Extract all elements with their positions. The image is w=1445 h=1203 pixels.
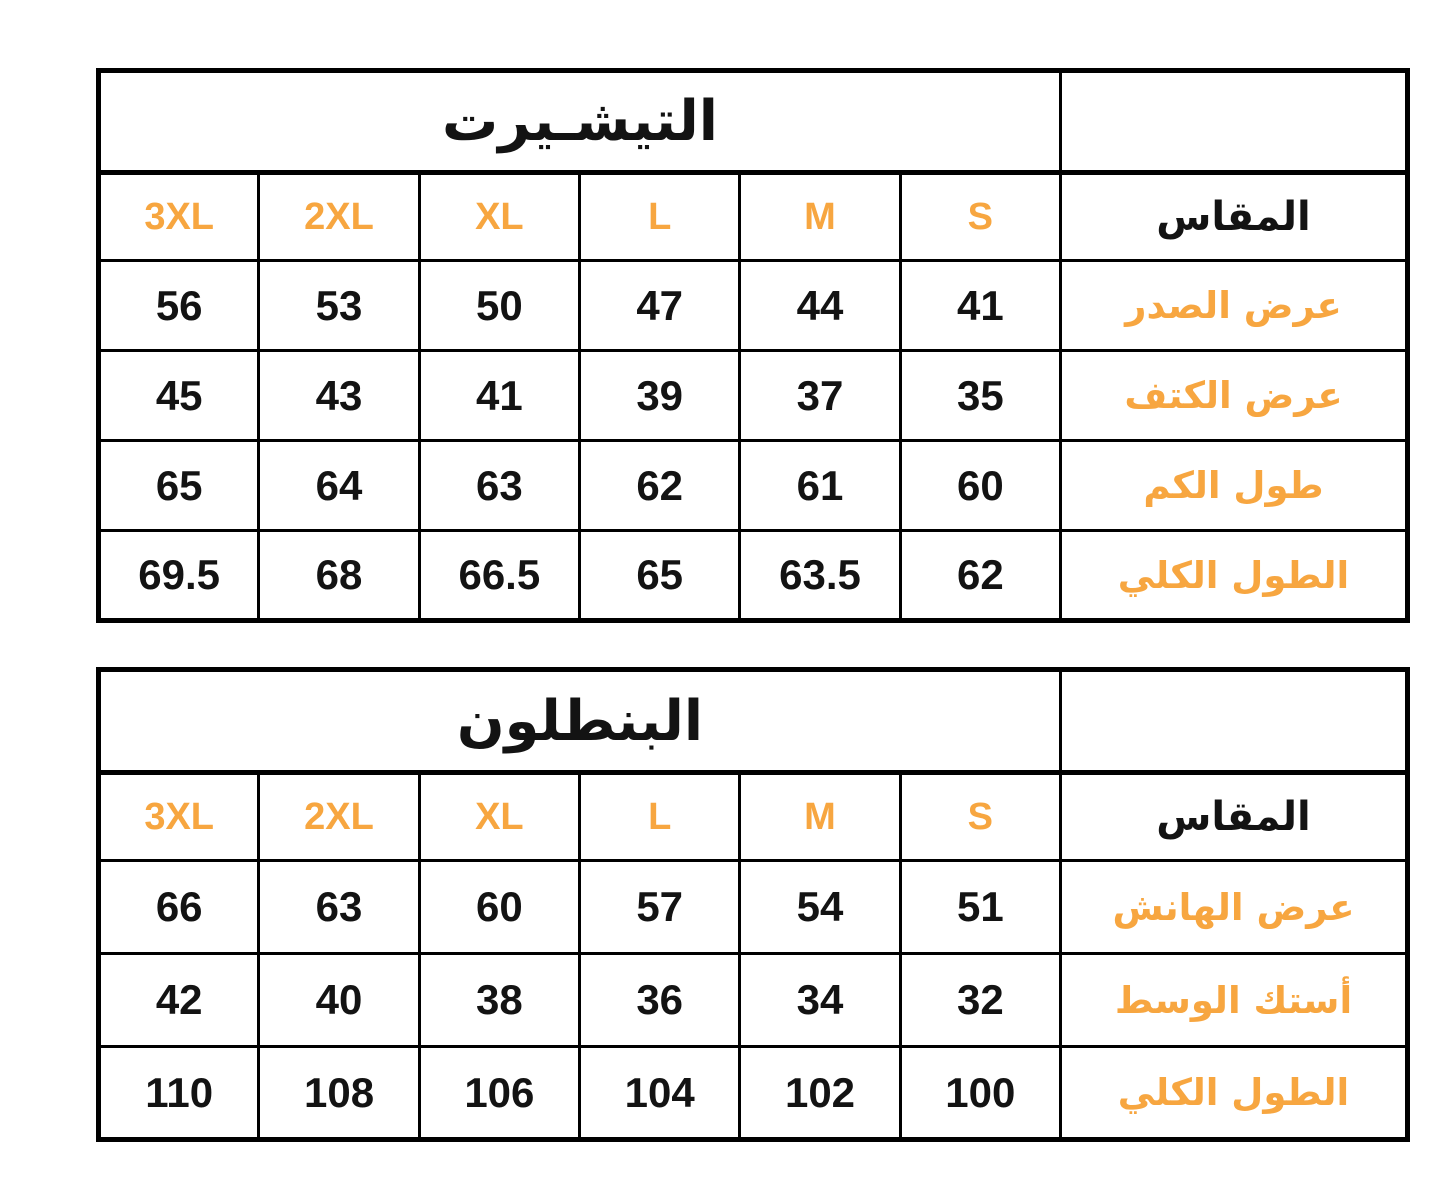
value-cell: 38 — [419, 954, 579, 1047]
value-cell: 65 — [580, 531, 740, 621]
value-cell: 64 — [259, 441, 419, 531]
shoulder-width-row — [99, 351, 1408, 441]
size-header-s: S — [900, 773, 1060, 861]
value-cell: 61 — [740, 441, 900, 531]
value-cell: 57 — [580, 861, 740, 954]
tshirt-size-table — [96, 68, 1410, 623]
total-length-row — [99, 1047, 1408, 1140]
value-cell: 60 — [419, 861, 579, 954]
measurement-label: عرض الهانش — [1061, 861, 1408, 954]
value-cell: 56 — [99, 261, 259, 351]
size-header-m: M — [740, 773, 900, 861]
value-cell: 34 — [740, 954, 900, 1047]
size-header-3xl: 3XL — [99, 173, 259, 261]
value-cell: 45 — [99, 351, 259, 441]
value-cell: 63 — [259, 861, 419, 954]
value-cell: 102 — [740, 1047, 900, 1140]
size-header-2xl: 2XL — [259, 773, 419, 861]
value-cell: 44 — [740, 261, 900, 351]
size-column-header: المقاس — [1061, 773, 1408, 861]
size-header-2xl: 2XL — [259, 173, 419, 261]
chest-width-row — [99, 261, 1408, 351]
value-cell: 35 — [900, 351, 1060, 441]
size-header-xl: XL — [419, 773, 579, 861]
value-cell: 41 — [900, 261, 1060, 351]
corner-cell — [1061, 71, 1408, 173]
table-title-tshirt: التيشـيرت — [99, 71, 1061, 173]
size-header-l: L — [580, 173, 740, 261]
measurement-label: طول الكم — [1061, 441, 1408, 531]
hip-width-row — [99, 861, 1408, 954]
waist-elastic-row — [99, 954, 1408, 1047]
value-cell: 62 — [900, 531, 1060, 621]
pants-title-row — [99, 670, 1408, 773]
value-cell: 66 — [99, 861, 259, 954]
value-cell: 60 — [900, 441, 1060, 531]
measurement-label: الطول الكلي — [1061, 1047, 1408, 1140]
value-cell: 53 — [259, 261, 419, 351]
value-cell: 108 — [259, 1047, 419, 1140]
pants-size-table — [96, 667, 1410, 1142]
value-cell: 100 — [900, 1047, 1060, 1140]
size-header-s: S — [900, 173, 1060, 261]
value-cell: 39 — [580, 351, 740, 441]
size-column-header: المقاس — [1061, 173, 1408, 261]
value-cell: 36 — [580, 954, 740, 1047]
table-title-pants: البنطلون — [99, 670, 1061, 773]
value-cell: 43 — [259, 351, 419, 441]
value-cell: 41 — [419, 351, 579, 441]
value-cell: 66.5 — [419, 531, 579, 621]
value-cell: 62 — [580, 441, 740, 531]
tshirt-title-row — [99, 71, 1408, 173]
value-cell: 40 — [259, 954, 419, 1047]
size-header-m: M — [740, 173, 900, 261]
value-cell: 65 — [99, 441, 259, 531]
value-cell: 37 — [740, 351, 900, 441]
measurement-label: أستك الوسط — [1061, 954, 1408, 1047]
measurement-label: عرض الكتف — [1061, 351, 1408, 441]
size-header-3xl: 3XL — [99, 773, 259, 861]
value-cell: 104 — [580, 1047, 740, 1140]
size-header-row — [99, 173, 1408, 261]
size-header-l: L — [580, 773, 740, 861]
value-cell: 63 — [419, 441, 579, 531]
size-header-xl: XL — [419, 173, 579, 261]
value-cell: 63.5 — [740, 531, 900, 621]
value-cell: 110 — [99, 1047, 259, 1140]
value-cell: 106 — [419, 1047, 579, 1140]
value-cell: 47 — [580, 261, 740, 351]
size-header-row — [99, 773, 1408, 861]
value-cell: 42 — [99, 954, 259, 1047]
corner-cell — [1061, 670, 1408, 773]
value-cell: 68 — [259, 531, 419, 621]
value-cell: 54 — [740, 861, 900, 954]
value-cell: 32 — [900, 954, 1060, 1047]
measurement-label: عرض الصدر — [1061, 261, 1408, 351]
sleeve-length-row — [99, 441, 1408, 531]
value-cell: 51 — [900, 861, 1060, 954]
total-length-row — [99, 531, 1408, 621]
value-cell: 50 — [419, 261, 579, 351]
value-cell: 69.5 — [99, 531, 259, 621]
measurement-label: الطول الكلي — [1061, 531, 1408, 621]
